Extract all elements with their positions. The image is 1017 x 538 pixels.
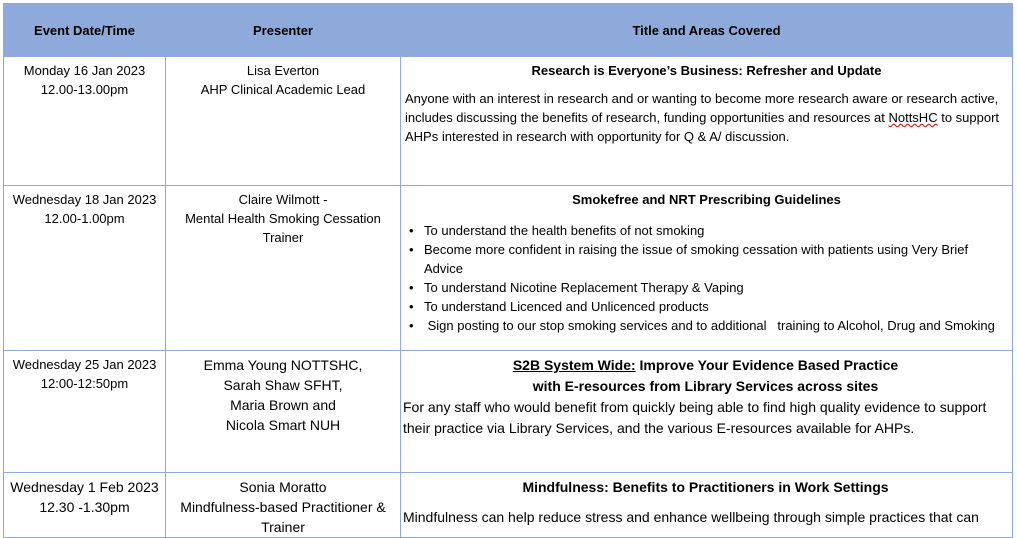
event-title: Research is Everyone’s Business: Refresher and Update [531,63,882,78]
event-description: Anyone with an interest in research and or wanting to become more research aware or research active, includes discussing the benefits of research, funding opportunities and resources at NottsHC to support AHPs interested in research with opportunity for Q & A/ discussion. [405,91,1000,144]
events-table [3,3,1013,538]
presenter-name: Nicola Smart NUH [225,417,341,433]
event-date-cell [4,351,166,473]
event-date-cell [4,57,166,186]
list-item: • To understand Nicotine Replacement Therapy & Vaping [405,278,1008,297]
event-time: 12.00-1.00pm [44,211,125,226]
event-time: 12.30 -1.30pm [39,499,130,515]
event-date: Monday 16 Jan 2023 [23,63,146,78]
presenter-role: Trainer [261,519,305,535]
title-cell [401,351,1013,473]
presenter-name: Emma Young NOTTSHC, [203,357,363,373]
event-time: 12:00-12:50pm [40,376,129,391]
list-item: • Become more confident in raising the issue of smoking cessation with patients using Very Brief Advice [405,240,1008,278]
presenter-name: Sonia Moratto [239,479,327,495]
presenter-name: Claire Wilmott - [238,192,328,207]
event-description: For any staff who would benefit from quickly being able to find high quality evidence to support their practice via Library Services, and the various E-resources available for AHPs. [403,399,987,436]
event-time: 12.00-13.00pm [40,82,129,97]
event-date: Wednesday 1 Feb 2023 [10,479,159,495]
table-row [4,57,1013,186]
presenter-role: AHP Clinical Academic Lead [200,82,366,97]
presenter-name: Maria Brown and [230,397,336,413]
presenter-cell [166,186,401,351]
table-row [4,186,1013,351]
presenter-role: Mental Health Smoking Cessation Trainer [185,211,381,245]
event-date: Wednesday 25 Jan 2023 [12,357,157,372]
event-title: Smokefree and NRT Prescribing Guidelines [572,192,841,207]
presenter-role: Mindfulness-based Practitioner & [180,499,386,515]
list-item: • To understand the health benefits of not smoking [405,221,1008,240]
event-title: Mindfulness: Benefits to Practitioners in Work Settings [522,479,889,495]
header-presenter: Presenter [166,4,401,57]
event-date-cell [4,186,166,351]
topics-list [405,221,1008,335]
title-cell [401,57,1013,186]
event-title: S2B System Wide: Improve Your Evidence Based Practice [512,357,899,373]
list-item: • Sign posting to our stop smoking services and to additional training to Alcohol, Drug and Smoking [405,316,1008,335]
event-title-line2: with E-resources from Library Services across sites [532,378,879,394]
event-date: Wednesday 18 Jan 2023 [12,192,157,207]
presenter-cell [166,57,401,186]
table-header-row [4,4,1013,57]
presenter-cell [166,473,401,538]
event-description: Mindfulness can help reduce stress and enhance wellbeing through simple practices that can [403,509,979,525]
table-row [4,351,1013,473]
presenter-name: Lisa Everton [246,63,320,78]
spellcheck-word: NottsHC [888,110,938,125]
header-event-date: Event Date/Time [4,4,166,57]
list-item: • To understand Licenced and Unlicenced products [405,297,1008,316]
event-date-cell [4,473,166,538]
header-title: Title and Areas Covered [401,4,1013,57]
presenter-name: Sarah Shaw SFHT, [223,377,343,393]
presenter-cell [166,351,401,473]
event-title-prefix: S2B System Wide: [512,357,636,373]
title-cell [401,473,1013,538]
title-cell [401,186,1013,351]
table-row [4,473,1013,538]
